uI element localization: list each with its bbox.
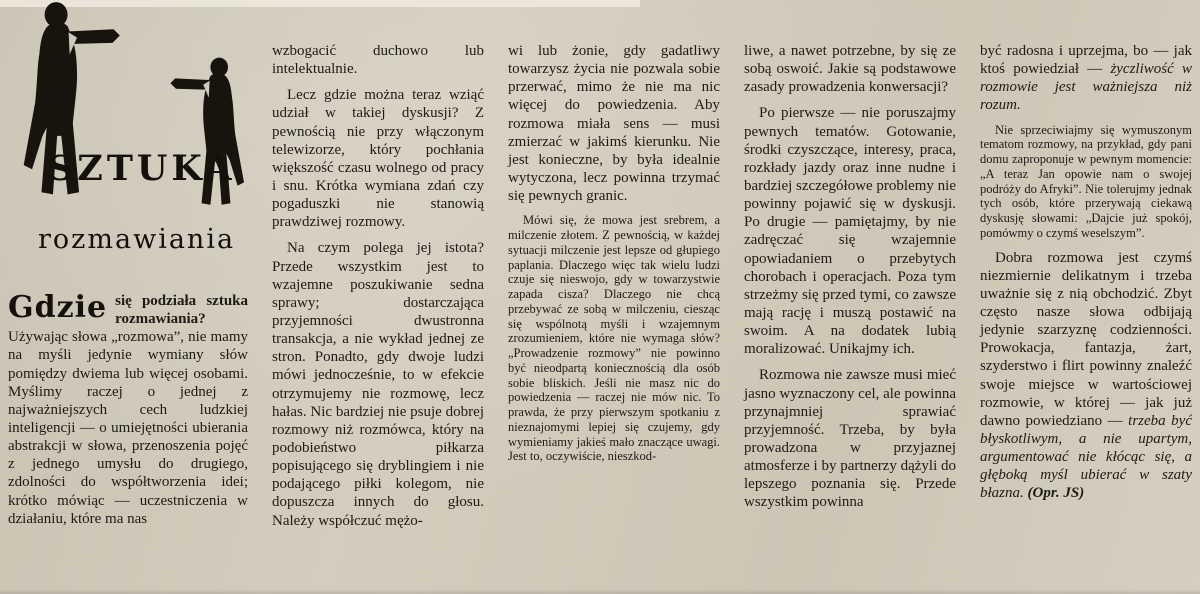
paragraph-small: Nie sprzeciwiajmy się wymuszonym tematom rozmowy, na przykład, gdy pani domu zaproponuje w pewnym momencie: „A teraz Jan opowie nam o swojej podróży do Afryki”. Nie tolerujmy jednak tych osób, które przerywają ciekawą dyskusję słowami: „Dajcie już spokój, pomówmy o czymś weselszym”. — [980, 122, 1192, 240]
column-3 — [508, 0, 720, 594]
paragraph: wi lub żonie, gdy gadatliwy towarzysz życia nie pozwala sobie przerwać, mimo że nie ma nic więcej do powiedzenia. Aby rozmowa miała sens — musi zmierzać w jakimś kierunku. Nie jest konieczne, by była idealnie wytyczona, lecz powinna trzymać się pewnych granic. — [508, 43, 720, 205]
column-2 — [272, 0, 484, 594]
paragraph: Na czym polega jej istota? Przede wszystkim jest to wzajemne poszukiwanie sedna sprawy; dostarczająca przyjemności dwustronna transakcja, a nie wykład jednej ze stron. Ponadto, gdy dwoje ludzi mówi jednocześnie, to w efekcie otrzymujemy nie rozmowę, lecz hałas. Nic bardziej nie psuje dobrej rozmowy niż rozmówca, który na podobieństwo piłkarza popisującego się dryblingiem i nie podającego piłki kolegom, nie dopuszcza innych do głosu. Należy współczuć mężo- — [272, 240, 484, 529]
header-illustration — [8, 0, 248, 292]
intro-paragraph — [8, 292, 248, 528]
column-4 — [744, 0, 956, 594]
paragraph: liwe, a nawet potrzebne, by się ze sobą oswoić. Jakie są podstawowe zasady prowadzenia konwersacji? — [744, 43, 956, 96]
paragraph — [980, 249, 1192, 503]
lead-word: Gdzie — [8, 290, 108, 325]
column-5 — [980, 0, 1192, 594]
column-1 — [8, 0, 248, 594]
paragraph-emphasis: życzliwość w rozmowie jest ważniejsza niż rozum. — [980, 61, 1192, 114]
article-title: SZTUKA — [48, 148, 236, 189]
paragraph-emphasis: trzeba być błyskotliwym, a nie upartym, argumentować nie kłócąc się, a głęboką myśl ubierać w szaty błazna. — [980, 412, 1192, 502]
paragraph: wzbogacić duchowo lub intelektualnie. — [272, 43, 484, 78]
paragraph: Rozmowa nie zawsze musi mieć jasno wyznaczony cel, ale powinna przynajmniej sprawiać przyjemność. Trzeba, by była prowadzona w przyjaznej atmosferze i by partnerzy dążyli do lepszego poznania się. Przede wszystkim powinna — [744, 367, 956, 511]
paragraph-text: być radosna i uprzejma, bo — jak ktoś powiedział — — [980, 43, 1192, 78]
paragraph: Po pierwsze — nie poruszajmy pewnych tematów. Gotowanie, środki czyszczące, interesy, praca, rozkłady jazdy oraz inne nudne i bardziej szczegółowe problemy nie powinny pojawić się w dyskusji. Po drugie — pamiętajmy, by nie zadręczać się wzajemnie opowiadaniem o przebytych chorobach i operacjach. Poza tym strzeżmy się przed tymi, co zawsze mają rację i muszą postawić na swoim. A na dodatek lubią moralizować. Unikajmy ich. — [744, 105, 956, 358]
lead-question: się podziała sztuka rozmawiania? — [115, 293, 248, 328]
paragraph: Lecz gdzie można teraz wziąć udział w takiej dyskusji? Z pewnością nie przy włączonym telewizorze, który pochłania większość czasu wolnego od pracy i snu. Krótka wymiana zdań czy pogaduszki nie stanowią prawdziwej rozmowy. — [272, 87, 484, 231]
paragraph-small: Mówi się, że mowa jest srebrem, a milczenie złotem. Z pewnością, w każdej sytuacji milczenie jest lepsze od głupiego paplania. Dlaczego więc tak wielu ludzi czuje się nieswojo, gdy w towarzystwie zapada cisza? Dlaczego nie chcą przebywać ze sobą w milczeniu, ciesząc się wspólnotą myśli i wzajemnym zrozumieniem, które nie wymaga słów? „Prowadzenie rozmowy” nie powinno być nieodpartą koniecznością dla osób sobie bliskich. Jeśli nie masz nic do powiedzenia — raczej nie mów nic. To prawda, że przy pierwszym spotkaniu z nieznajomymi lepiej się czujemy, gdy wymieniamy jakieś mało znaczące uwagi. Jest to, oczywiście, nieszkod- — [508, 213, 720, 464]
paragraph — [980, 42, 1192, 115]
credit: (Opr. JS) — [1027, 485, 1085, 502]
gentleman-pointing-left-icon — [168, 56, 256, 216]
paragraph-text: Dobra rozmowa jest czymś niezmiernie delikatnym i trzeba uważnie się z nią obchodzić. Zbyt często nasze słowa odbijają jedynie szarzyznę codzienności. Prowokacja, fantazja, żart, szyderstwo i flirt powinny znaleźć swoje miejsce w wartościowej rozmowie, w której — jak już dawno powiedziano — — [980, 249, 1192, 429]
article-subtitle: rozmawiania — [38, 224, 236, 255]
intro-text: Używając słowa „rozmowa”, nie mamy na myśli jedynie wymiany słów pomiędzy dwiema lub więcej osobami. Myślimy raczej o jednej z najważniejszych cech ludzkiej inteligencji — o umiejętności ubierania abstrakcji w słowa, przenoszenia pojęć z jednego umysłu do drugiego, zdolności do współtworzenia idei; krótko mówiąc — uczestniczenia w działaniu, które ma nas — [8, 329, 248, 527]
scan-artifact-bottom — [0, 589, 1200, 594]
